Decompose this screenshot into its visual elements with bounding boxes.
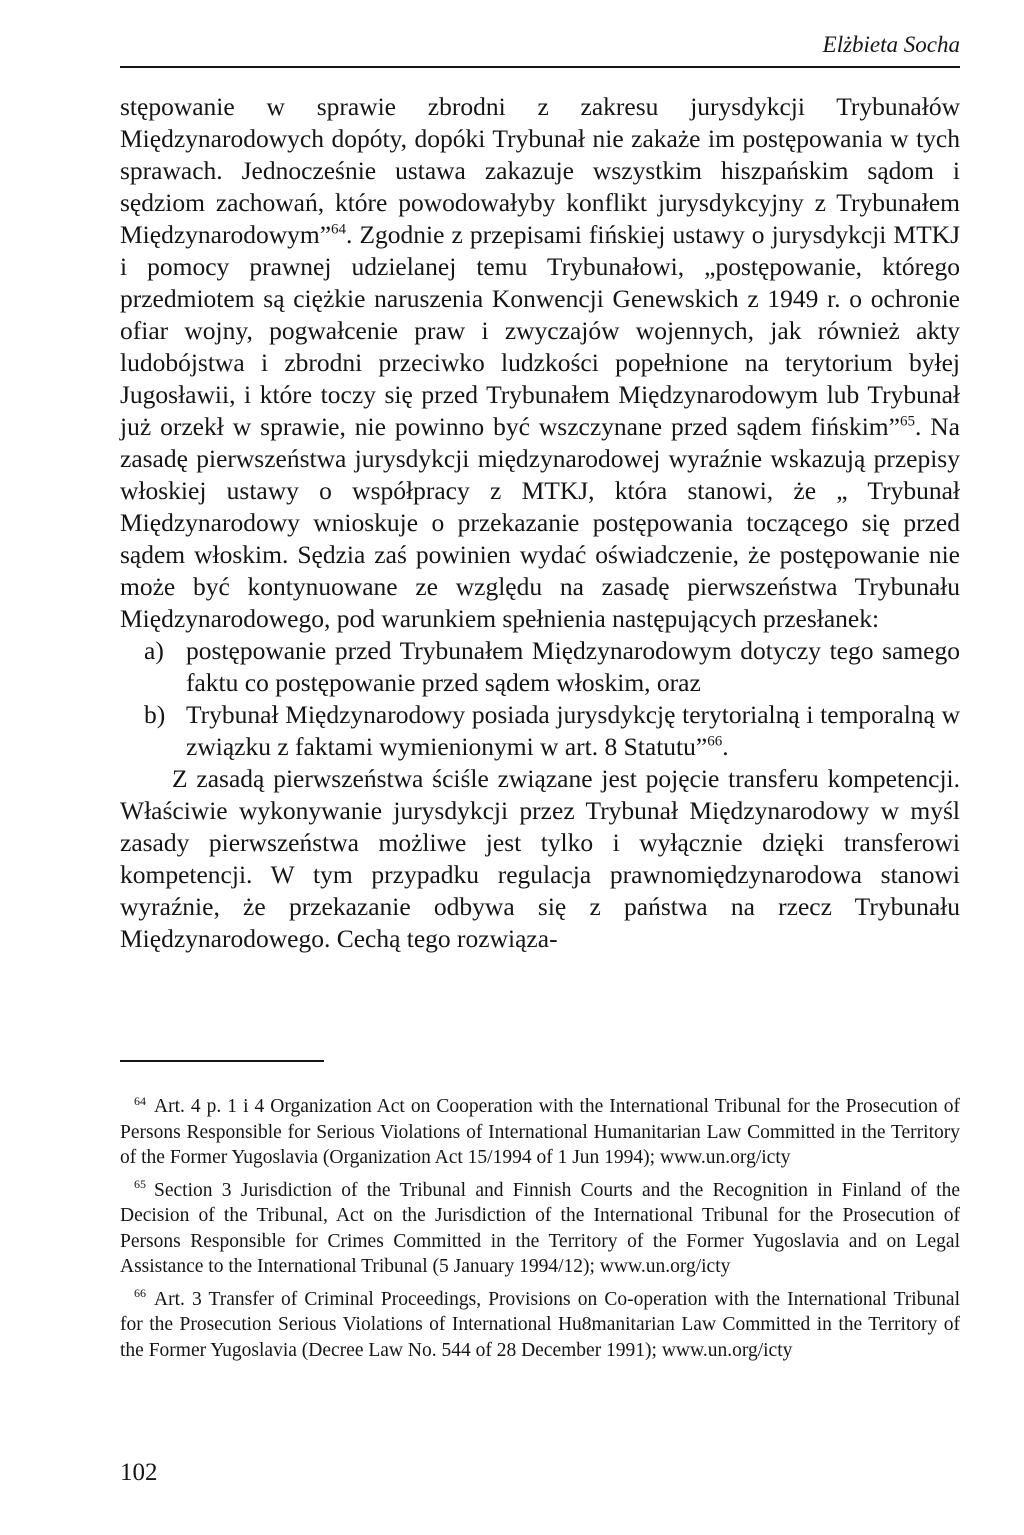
footnote-text-65: Section 3 Jurisdiction of the Tribunal and Finnish Courts and the Recognition in Finland of the Decision of the Tribunal, Act on the Jurisdiction of the International Tribunal for the Prosecution of Persons Responsible for Crimes Committed in the Territory of the Former Yugoslavia and on Legal Assistance to the International Tribunal (5 January 1994/12); www.un.org/icty	[120, 1179, 960, 1277]
list-marker-a: a)	[144, 636, 164, 665]
list-marker-b: b)	[144, 700, 166, 729]
paragraph-1	[120, 91, 960, 635]
footnote-number-65: 65	[134, 1177, 146, 1191]
footnote-ref-66[interactable]: 66	[707, 733, 723, 750]
footnote-ref-64[interactable]: 64	[331, 221, 347, 238]
footnote-64	[120, 1094, 960, 1171]
list-text-b-wrapper	[186, 699, 960, 763]
footnote-rule	[120, 1060, 324, 1062]
paragraph-2: Z zasadą pierwszeństwa ściśle związane jest pojęcie transferu kompetencji. Właściwie wykonywanie jurysdykcji przez Trybunał Międzynarodowy w myśl zasady pierwszeństwa możliwe jest tylko i wyłącznie dzięki transferowi kompetencji. W tym przypadku regulacja prawnomiędzynarodowa stanowi wyraźnie, że przekazanie odbywa się z państwa na rzecz Trybunału Międzynarodowego. Cechą tego rozwiąza-	[120, 764, 960, 953]
running-head-author: Elżbieta Socha	[822, 32, 960, 57]
footnote-66	[120, 1287, 960, 1364]
list-item-a	[120, 635, 960, 699]
paragraph-1-part-b: . Zgodnie z przepisami fińskiej ustawy o jurysdykcji MTKJ i pomocy prawnej udzielanej temu Trybunałowi, „postępowanie, którego przedmiotem są ciężkie naruszenia Konwencji Genewskich z 1949 r. o ochronie ofiar wojny, pogwałcenie praw i zwyczajów wojennych, jak również akty ludobójstwa i zbrodni przeciwko ludzkości popełnione na terytorium byłej Jugosławii, i które toczy się przed Trybunałem Międzynarodowym lub Trybunał już orzekł w sprawie, nie powinno być wszczynane przed sądem fińskim”	[120, 220, 960, 441]
footnote-number-64: 64	[134, 1093, 146, 1108]
main-text	[120, 91, 960, 955]
footnote-ref-65[interactable]: 65	[899, 413, 915, 430]
footnote-text-66: Art. 3 Transfer of Criminal Proceedings, Provisions on Co-operation with the International Tribunal for the Prosecution Serious Violations of International Hu8manitarian Law Committed in the Territory of the Former Yugoslavia (Decree Law No. 544 of 28 December 1991); www.un.org/icty	[120, 1288, 960, 1361]
list-text-b-end: .	[722, 732, 729, 761]
list-text-a: postępowanie przed Trybunałem Międzynarodowym dotyczy tego samego faktu co postępowanie przed sądem włoskim, oraz	[186, 636, 960, 697]
book-page	[120, 0, 960, 1535]
footnotes	[120, 1094, 960, 1370]
paragraph-1-part-c: . Na zasadę pierwszeństwa jurysdykcji międzynarodowej wyraźnie wskazują przepisy włoskiej ustawy o współpracy z MTKJ, która stanowi, że „ Trybunał Międzynarodowy wnioskuje o przekazanie postępowania toczącego się przed sądem włoskim. Sędzia zaś powinien wydać oświadczenie, że postępowanie nie może być kontynuowane ze względu na zasadę pierwszeństwa Trybunału Międzynarodowego, pod warunkiem spełnienia następujących przesłanek:	[120, 412, 961, 633]
list-item-b	[120, 699, 960, 763]
page-number: 102	[120, 1459, 158, 1486]
paragraph-1-part-a: stępowanie w sprawie zbrodni z zakresu jurysdykcji Trybunałów Międzynarodowych dopóty, dopóki Trybunał nie zakaże im postępowania w tych sprawach. Jednocześnie ustawa zakazuje wszystkim hiszpańskim sądom i sędziom zachowań, które powodowałyby konflikt jurysdykcyjny z Trybunałem Międzynarodowym”	[120, 92, 960, 249]
footnote-number-66: 66	[134, 1286, 146, 1300]
footnote-65	[120, 1178, 960, 1280]
list-text-b: Trybunał Międzynarodowy posiada jurysdykcję terytorialną i temporalną w związku z faktami wymienionymi w art. 8 Statutu”	[186, 700, 960, 761]
header-rule	[120, 66, 960, 68]
footnote-text-64: Art. 4 p. 1 i 4 Organization Act on Cooperation with the International Tribunal for the Prosecution of Persons Responsible for Serious Violations of International Humanitarian Law Committed in the Territory of the Former Yugoslavia (Organization Act 15/1994 of 1 Jun 1994); www.un.org/icty	[120, 1096, 960, 1168]
